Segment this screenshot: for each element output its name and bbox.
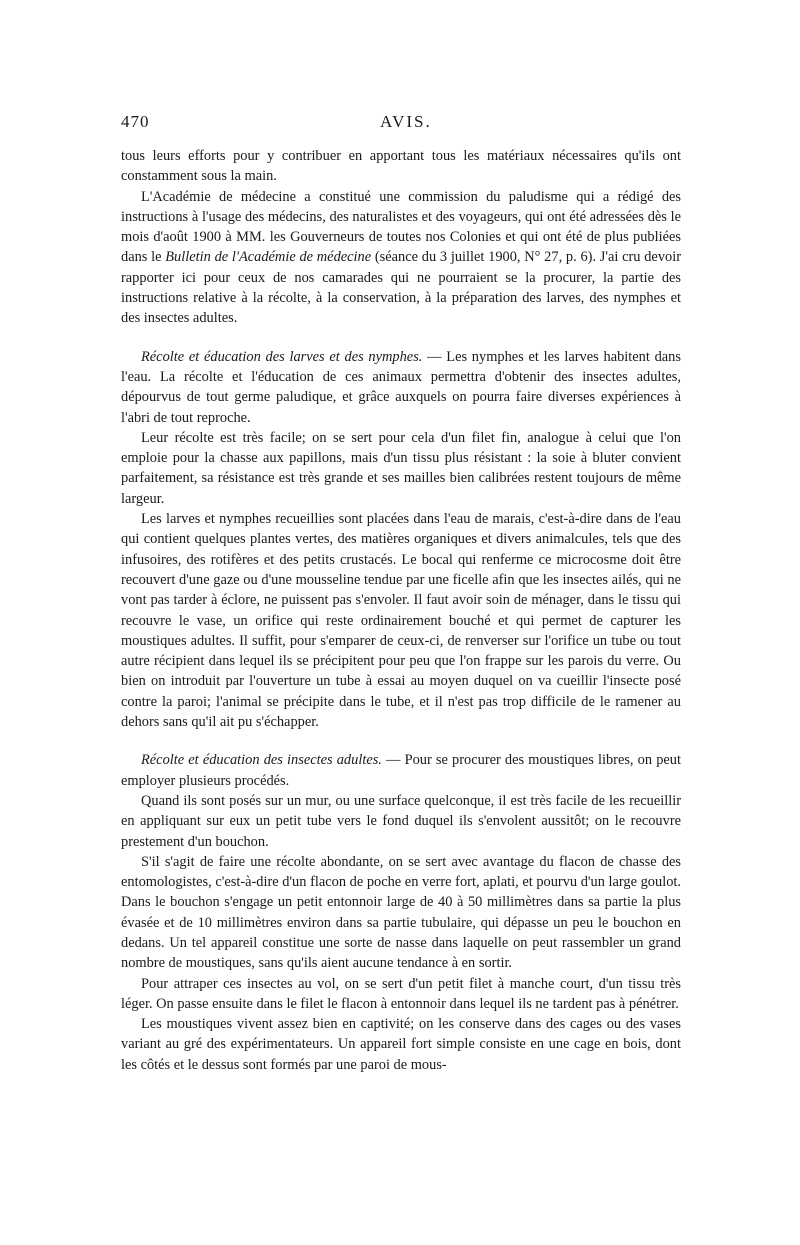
paragraph: Quand ils sont posés sur un mur, ou une surface quelconque, il est très facile de les recueillir en appliquant sur eux un petit tube vers le fond duquel ils s'envolent aussitôt; on le recouvre prestement d'un bouchon. [121,792,681,850]
body-text [121,146,681,1075]
paragraph: Pour attraper ces insectes au vol, on se sert d'un petit filet à manche court, d'un tissu très léger. On passe ensuite dans le filet le flacon à entonnoir dans lequel ils ne tardent pas à pénétrer. [121,975,681,1012]
paragraph: Récolte et éducation des insectes adultes. — Pour se procurer des moustiques libres, on peut employer plusieurs procédés. [121,752,681,789]
paragraph: Les moustiques vivent assez bien en captivité; on les conserve dans des cages ou des vases variant au gré des expérimentateurs. Un appareil fort simple consiste en une cage en bois, dont les côtés et le dessus sont formés par une paroi de mous- [121,1016,681,1073]
paragraph: L'Académie de médecine a constitué une commission du paludisme qui a rédigé des instructions à l'usage des médecins, des naturalistes et des voyageurs, qui ont été adressées dès le mois d'août 1900 à MM. les Gouverneurs de toutes nos Colonies et qui ont été de plus publiées dans le Bulletin de l'Académie de médecine (séance du 3 juillet 1900, N° 27, p. 6). J'ai cru devoir rapporter ici pour ceux de nos camarades qui ne pourraient se la procurer, la partie des instructions relative à la récolte, à la conservation, à la préparation des larves, des nymphes et des insectes adultes. [121,188,681,327]
page-number: 470 [121,112,150,131]
paragraph: S'il s'agit de faire une récolte abondante, on se sert avec avantage du flacon de chasse des entomologistes, c'est-à-dire d'un flacon de poche en verre fort, aplati, et pourvu d'un large goulot. Dans le bouchon s'engage un petit entonnoir large de 40 à 50 millimètres dans sa partie la plus évasée et de 10 millimètres environ dans sa partie tubulaire, qui dépasse un peu le bouchon en dedans. Un tel appareil constitue une sorte de nasse dans laquelle on peut rassembler un grand nombre de moustiques, sans qu'ils aient aucune tendance à en sortir. [121,853,681,972]
journal-title: Bulletin de l'Académie de médecine [165,249,372,266]
page-header [121,112,681,136]
section-heading: Récolte et éducation des larves et des nymphes. [141,348,423,365]
section-heading: Récolte et éducation des insectes adultes. [141,752,382,769]
paragraph: Les larves et nymphes recueillies sont placées dans l'eau de marais, c'est-à-dire dans de l'eau qui contient quelques plantes vertes, des matières organiques et divers animalcules, tels que des infusoires, des rotifères et des petits crustacés. Le bocal qui renferme ce microcosme doit être recouvert d'une gaze ou d'une mousseline tendue par une ficelle afin que les insectes ailés, qui ne vont pas tarder à éclore, ne puissent pas s'envoler. Il faut avoir soin de ménager, dans le tissu qui recouvre le vase, un orifice qui reste ordinairement bouché et qui permet de capturer les moustiques adultes. Il suffit, pour s'emparer de ceux-ci, de renverser sur l'orifice un tube ou tout autre récipient dans lequel ils se précipitent pour peu que l'on frappe sur les parois du verre. Ou bien on introduit par l'ouverture un tube à essai au moyen duquel on va cueillir l'insecte posé contre la paroi; l'animal se précipite dans le tube, et il n'est pas trop difficile de le ramener au dehors sans qu'il ait pu s'échapper. [121,511,681,731]
paragraph: Récolte et éducation des larves et des nymphes. — Les nymphes et les larves habitent dans l'eau. La récolte et l'éducation de ces animaux permettra d'obtenir des insectes adultes, dépourvus de tout germe paludique, et grâce auxquels on pourra faire diverses expériences à l'abri de tout reproche. [121,348,681,426]
paragraph: Leur récolte est très facile; on se sert pour cela d'un filet fin, analogue à celui que l'on emploie pour la chasse aux papillons, mais d'un tissu plus résistant : la soie à bluter convient parfaitement, sa résistance est très grande et ses mailles bien calibrées restent toujours de même largeur. [121,429,681,507]
paragraph: tous leurs efforts pour y contribuer en apportant tous les matériaux nécessaires qu'ils ont constamment sous la main. [121,148,681,185]
running-title: AVIS. [380,112,432,131]
